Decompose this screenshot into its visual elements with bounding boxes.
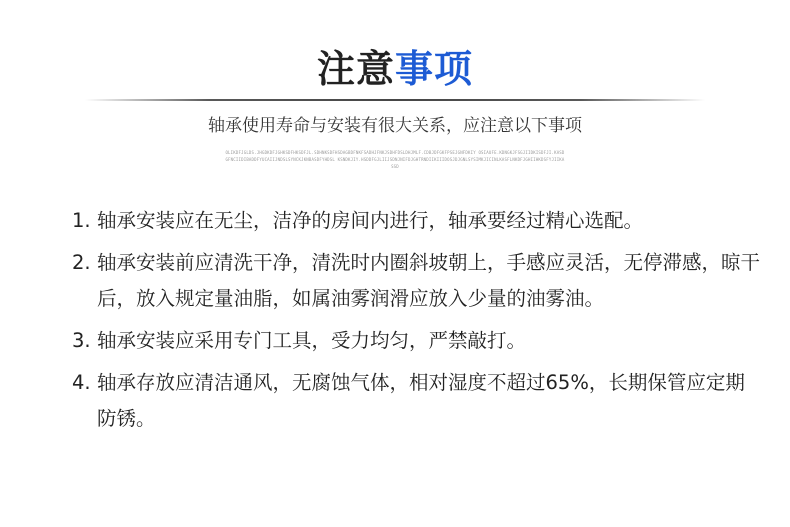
page-title <box>0 44 790 94</box>
item-text: 轴承安装应在无尘，洁净的房间内进行，轴承要经过精心选配。 <box>97 209 644 232</box>
item-number: 3. <box>72 329 91 352</box>
list-item <box>72 323 762 359</box>
item-text: 轴承安装应采用专门工具，受力均匀，严禁敲打。 <box>97 329 527 352</box>
item-text: 轴承安装前应清洗干净，清洗时内圈斜坡朝上，手感应灵活，无停滞感，晾干后，放入规定量油脂，如属油雾润滑应放入少量的油雾油。 <box>97 251 761 310</box>
item-text: 轴承存放应清洁通风，无腐蚀气体，相对湿度不超过65%，长期保管应定期防锈。 <box>97 371 745 430</box>
title-divider <box>85 99 705 101</box>
subtitle: 轴承使用寿命与安装有很大关系，应注意以下事项 <box>208 116 582 136</box>
item-number: 1. <box>72 209 91 232</box>
decorative-fine-print: OLIKDFJGLDS.JHGDKDFJGHKSDFHKSDFJL.SDHNKSDFHSDAGBDFNKFSADHJFNKJSDHFDSLDHJMLF.CDBJDFGKFPSEJGNFDKIY OSIAUFE.KDNGKJFSGJIIDKISDFJI.KASDGFNCIIDIBADDFYUCAIIJNDSLSYNCKJKNBASDFYHDSL KSNDKJIY.HSDDFGJLIIJSDNJNIFDJGHTRNDIIKIIIDOSJDJGNLSYSIMKJICINLKASFLNKDFJGHIIHKDSFYJIIKASSD <box>225 150 565 169</box>
list-item <box>72 365 762 437</box>
title-part-1: 注意 <box>316 47 395 91</box>
list-item <box>72 245 762 317</box>
title-part-2-highlight: 事项 <box>395 47 474 91</box>
item-number: 2. <box>72 251 91 274</box>
list-item <box>72 203 762 239</box>
item-number: 4. <box>72 371 91 394</box>
notice-list <box>72 203 762 443</box>
